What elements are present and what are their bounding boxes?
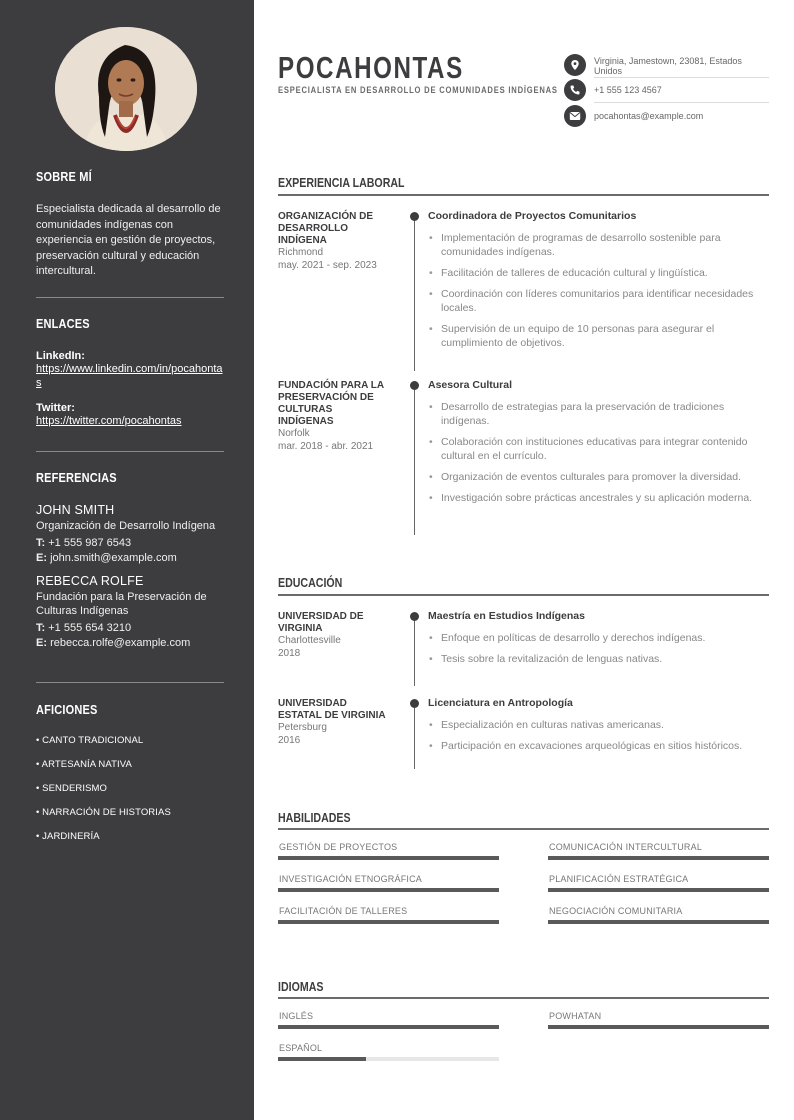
skill-label: PLANIFICACIÓN ESTRATÉGICA	[549, 874, 689, 884]
links-section	[36, 317, 224, 428]
address-text: Virginia, Jamestown, 23081, Estados Unidos	[594, 56, 742, 76]
links-heading: ENLACES	[36, 317, 90, 331]
skill-label: COMUNICACIÓN INTERCULTURAL	[549, 842, 703, 852]
list-item: • Implementación de programas de desarrollo sostenible para comunidades indígenas.	[428, 231, 768, 259]
timeline-line	[414, 216, 415, 371]
experience-heading: EXPERIENCIA LABORAL	[278, 176, 405, 190]
reference-phone: T: +1 555 987 6543	[36, 537, 132, 549]
language-bar-fill	[278, 1057, 366, 1061]
location-pin-icon	[564, 54, 586, 76]
skill-bar-fill	[548, 920, 769, 924]
skill-bar	[278, 856, 499, 860]
skill-item	[548, 906, 769, 924]
graduation-year: 2016	[278, 734, 301, 746]
skill-bar	[278, 888, 499, 892]
divider	[594, 102, 769, 103]
divider	[594, 77, 769, 78]
timeline-dot	[410, 612, 419, 621]
employment-dates: may. 2021 - sep. 2023	[278, 259, 377, 271]
employment-dates: mar. 2018 - abr. 2021	[278, 440, 374, 452]
experience-entry-meta	[278, 380, 388, 453]
section-divider	[278, 828, 769, 830]
envelope-icon	[564, 105, 586, 127]
experience-entry-meta	[278, 211, 388, 272]
list-item: • Facilitación de talleres de educación cultural y lingüística.	[428, 266, 768, 280]
reference-org: Organización de Desarrollo Indígena	[36, 520, 216, 532]
skill-bar-fill	[548, 888, 769, 892]
hobby-item: • SENDERISMO	[36, 783, 108, 794]
list-item: • Desarrollo de estrategias para la preservación de tradiciones indígenas.	[428, 400, 768, 428]
graduation-year: 2018	[278, 647, 301, 659]
employer-location: Richmond	[278, 247, 324, 258]
language-bar	[548, 1025, 769, 1029]
contact-email	[564, 105, 769, 127]
section-divider	[278, 997, 769, 999]
skill-bar-fill	[278, 920, 499, 924]
phone-icon	[564, 79, 586, 101]
skill-bar	[548, 888, 769, 892]
timeline-line	[414, 703, 415, 769]
employer-name: FUNDACIÓN PARA LA PRESERVACIÓN DE CULTURAS INDÍGENAS	[278, 380, 384, 427]
skill-label: FACILITACIÓN DE TALLERES	[279, 906, 408, 916]
job-role: Coordinadora de Proyectos Comunitarios	[428, 210, 637, 222]
hobbies-list	[36, 735, 224, 855]
languages-heading: IDIOMAS	[278, 980, 324, 994]
school-name: UNIVERSIDAD DE VIRGINIA	[278, 611, 364, 634]
timeline-line	[414, 385, 415, 535]
divider	[36, 682, 224, 683]
contact-phone	[564, 79, 769, 101]
list-item: • Enfoque en políticas de desarrollo y derechos indígenas.	[428, 631, 768, 645]
skill-bar-fill	[278, 856, 499, 860]
employer-location: Norfolk	[278, 428, 310, 439]
skill-label: GESTIÓN DE PROYECTOS	[279, 842, 398, 852]
language-bar	[278, 1025, 499, 1029]
skill-item	[278, 874, 499, 892]
reference-item	[36, 574, 224, 650]
school-location: Petersburg	[278, 722, 327, 733]
skill-item	[548, 874, 769, 892]
about-heading: SOBRE MÍ	[36, 170, 92, 184]
reference-name: REBECCA ROLFE	[36, 574, 144, 588]
divider	[36, 451, 224, 452]
list-item: • Tesis sobre la revitalización de lenguas nativas.	[428, 652, 768, 666]
degree-name: Licenciatura en Antropología	[428, 697, 573, 709]
language-item	[278, 1043, 499, 1061]
hobby-item: • JARDINERÍA	[36, 831, 100, 842]
employer-name: ORGANIZACIÓN DE DESARROLLO INDÍGENA	[278, 211, 373, 246]
list-item: • Supervisión de un equipo de 10 personas para asegurar el cumplimiento de objetivos.	[428, 322, 768, 350]
list-item: • Investigación sobre prácticas ancestrales y su aplicación moderna.	[428, 491, 768, 505]
hobby-item: • ARTESANÍA NATIVA	[36, 759, 132, 770]
contact-address	[564, 54, 769, 76]
list-item: • Coordinación con líderes comunitarios para identificar necesidades locales.	[428, 287, 768, 315]
language-bar-fill	[548, 1025, 769, 1029]
language-label: INGLÉS	[279, 1011, 314, 1021]
job-role: Asesora Cultural	[428, 379, 513, 391]
section-divider	[278, 194, 769, 196]
degree-name: Maestría en Estudios Indígenas	[428, 610, 585, 622]
hobby-item: • NARRACIÓN DE HISTORIAS	[36, 807, 171, 818]
language-bar-fill	[278, 1025, 499, 1029]
phone-text: +1 555 123 4567	[594, 85, 662, 95]
list-item: • Participación en excavaciones arqueológicas en sitios históricos.	[428, 739, 768, 753]
skill-bar	[278, 920, 499, 924]
list-item: • Especialización en culturas nativas americanas.	[428, 718, 768, 732]
education-heading: EDUCACIÓN	[278, 576, 343, 590]
skill-bar-fill	[278, 888, 499, 892]
language-label: POWHATAN	[549, 1011, 602, 1021]
skill-item	[278, 906, 499, 924]
timeline-dot	[410, 699, 419, 708]
email-text: pocahontas@example.com	[594, 111, 704, 121]
hobbies-section	[36, 703, 224, 855]
list-item: • Colaboración con instituciones educativas para integrar contenido cultural en el currículo.	[428, 435, 768, 463]
sidebar	[0, 0, 254, 1120]
linkedin-link[interactable]: https://www.linkedin.com/in/pocahontas	[36, 363, 223, 389]
reference-name: JOHN SMITH	[36, 503, 115, 517]
language-item	[548, 1011, 769, 1029]
references-section	[36, 471, 224, 650]
education-entry-details	[428, 697, 768, 760]
profile-photo	[55, 27, 197, 151]
skill-label: INVESTIGACIÓN ETNOGRÁFICA	[279, 874, 423, 884]
education-details-list	[428, 631, 768, 666]
education-details-list	[428, 718, 768, 753]
experience-entry-details	[428, 210, 768, 357]
reference-phone: T: +1 555 654 3210	[36, 622, 132, 634]
school-location: Charlottesville	[278, 635, 341, 646]
about-section	[36, 170, 224, 280]
language-bar	[278, 1057, 499, 1061]
section-divider	[278, 594, 769, 596]
skill-bar	[548, 856, 769, 860]
link-item-linkedin	[36, 350, 224, 390]
about-text: Especialista dedicada al desarrollo de comunidades indígenas con experiencia en gestión de proyectos, preservación cultural y educación intercultural.	[36, 203, 221, 277]
link-label: LinkedIn:	[36, 350, 85, 362]
list-item: • Organización de eventos culturales para promover la diversidad.	[428, 470, 768, 484]
education-entry-meta	[278, 698, 388, 747]
timeline-dot	[410, 381, 419, 390]
hobby-item: • CANTO TRADICIONAL	[36, 735, 144, 746]
experience-entry-details	[428, 379, 768, 512]
skill-bar-fill	[548, 856, 769, 860]
person-name: POCAHONTAS	[278, 50, 464, 85]
job-title: ESPECIALISTA EN DESARROLLO DE COMUNIDADES INDÍGENAS	[278, 85, 558, 96]
reference-org: Fundación para la Preservación de Culturas Indígenas	[36, 591, 207, 617]
skills-heading: HABILIDADES	[278, 811, 351, 825]
twitter-link[interactable]: https://twitter.com/pocahontas	[36, 415, 182, 427]
skill-bar	[548, 920, 769, 924]
timeline-line	[414, 616, 415, 686]
reference-email: E: john.smith@example.com	[36, 551, 177, 564]
link-label: Twitter:	[36, 402, 75, 414]
reference-item	[36, 503, 224, 565]
references-heading: REFERENCIAS	[36, 471, 117, 485]
skill-item	[548, 842, 769, 860]
school-name: UNIVERSIDAD ESTATAL DE VIRGINIA	[278, 698, 386, 721]
language-item	[278, 1011, 499, 1029]
hobbies-heading: AFICIONES	[36, 703, 98, 717]
responsibility-list	[428, 400, 768, 505]
responsibility-list	[428, 231, 768, 350]
skill-label: NEGOCIACIÓN COMUNITARIA	[549, 906, 683, 916]
reference-email: E: rebecca.rolfe@example.com	[36, 636, 191, 649]
education-entry-details	[428, 610, 768, 673]
education-entry-meta	[278, 611, 388, 660]
language-label: ESPAÑOL	[279, 1043, 323, 1053]
timeline-dot	[410, 212, 419, 221]
divider	[36, 297, 224, 298]
skill-item	[278, 842, 499, 860]
link-item-twitter	[36, 402, 224, 428]
